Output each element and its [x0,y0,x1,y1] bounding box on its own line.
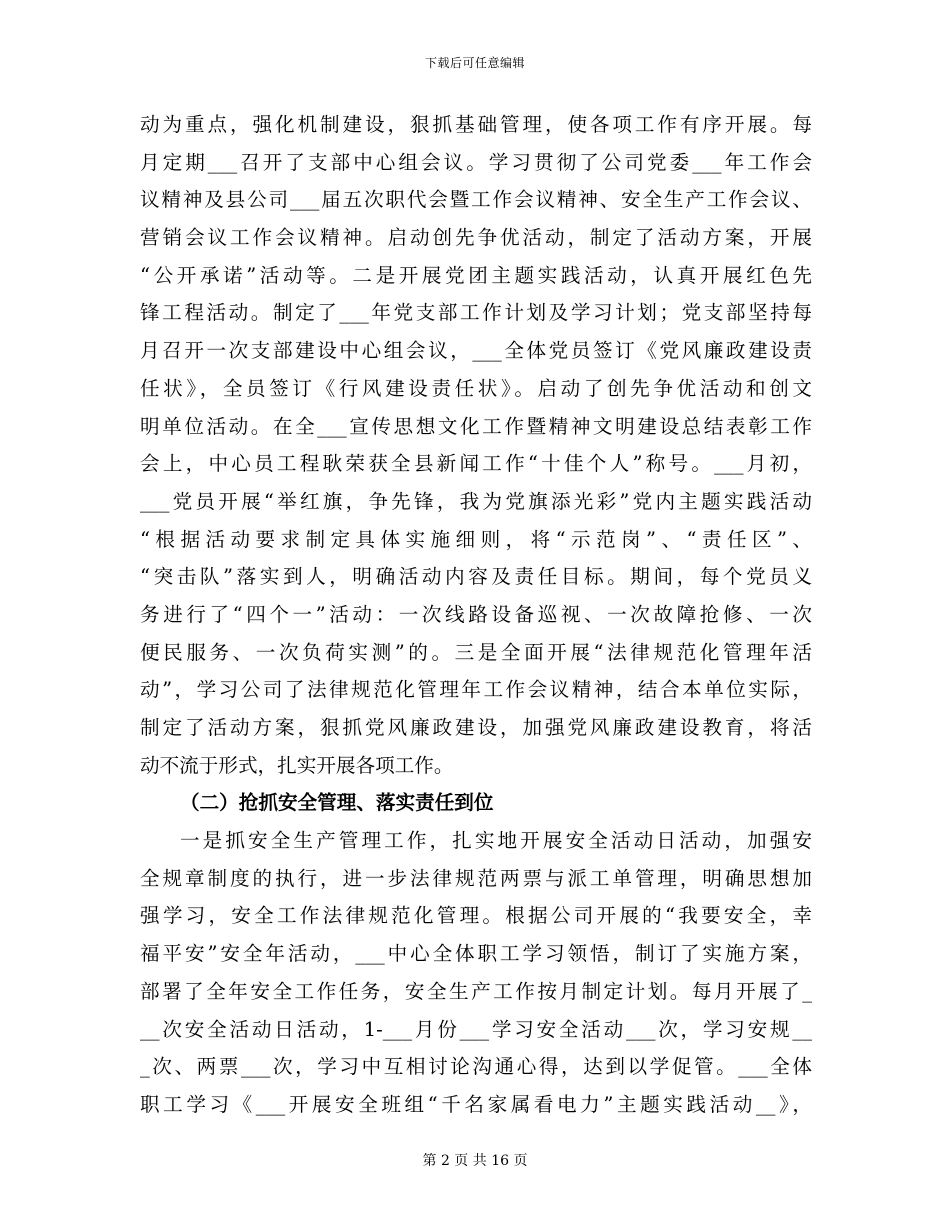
text-line: 营销会议工作会议精神。启动创先争优活动，制定了活动方案，开展 [140,226,812,250]
text-line: 动不流于形式，扎实开展各项工作。 [140,753,454,777]
header-note: 下载后可任意编辑 [424,56,525,70]
text-line: 任状》，全员签订《行风建设责任状》。启动了创先争优活动和创文 [140,376,812,400]
text-line: 议精神及县公司___届五次职代会暨工作会议精神、安全生产工作会议、 [140,188,812,212]
text-line: 制定了活动方案，狠抓党风廉政建设，加强党风廉政建设教育，将活 [140,716,812,739]
text-line: “根据活动要求制定具体实施细则，将“示范岗”、“责任区”、 [140,527,812,551]
text-line: 全规章制度的执行，进一步法律规范两票与派工单管理，明确思想加 [140,866,812,890]
text-line: 动”，学习公司了法律规范化管理年工作会议精神，结合本单位实际， [140,678,812,702]
text-line: 福平安”安全年活动，___中心全体职工学习领悟，制订了实施方案， [140,942,812,966]
text-line: “公开承诺”活动等。二是开展党团主题实践活动，认真开展红色先 [140,263,812,287]
text-line: 强学习，安全工作法律规范化管理。根据公司开展的“我要安全，幸 [140,904,812,928]
text-line: 月定期___召开了支部中心组会议。学习贯彻了公司党委___年工作会 [140,150,812,174]
text-line: ___党员开展“举红旗，争先锋，我为党旗添光彩”党内主题实践活动 [140,489,812,513]
text-line: 月召开一次支部建设中心组会议，___全体党员签订《党风廉政建设责 [140,339,812,363]
text-line: “突击队”落实到人，明确活动内容及责任目标。期间，每个党员义 [140,565,812,589]
text-line: 部署了全年安全工作任务，安全生产工作按月制定计划。每月开展了_ [140,979,812,1003]
text-line: 动为重点，强化机制建设，狠抓基础管理，使各项工作有序开展。每 [140,113,812,136]
text-line: 一是抓安全生产管理工作，扎实地开展安全活动日活动，加强安 [180,829,812,853]
page-number: 第 2 页 共 16 页 [422,1153,528,1169]
body-text [140,106,812,1124]
section-heading: （二）抢抓安全管理、落实责任到位 [180,791,494,815]
text-line: _次、两票___次，学习中互相讨论沟通心得，达到以学促管。___全体 [140,1055,812,1079]
text-line: 务进行了“四个一”活动：一次线路设备巡视、一次故障抢修、一次 [140,602,812,626]
text-line: 职工学习《___开展安全班组“千名家属看电力”主题实践活动__》， [140,1092,812,1116]
text-line: __次安全活动日活动，1-___月份___学习安全活动___次，学习安规__ [140,1017,812,1041]
text-line: 便民服务、一次负荷实测”的。三是全面开展“法律规范化管理年活 [140,640,812,664]
text-line: 会上，中心员工程耿荣获全县新闻工作“十佳个人”称号。___月初， [140,452,812,476]
text-line: 锋工程活动。制定了___年党支部工作计划及学习计划；党支部坚持每 [140,301,812,325]
text-line: 明单位活动。在全___宣传思想文化工作暨精神文明建设总结表彰工作 [140,414,812,438]
